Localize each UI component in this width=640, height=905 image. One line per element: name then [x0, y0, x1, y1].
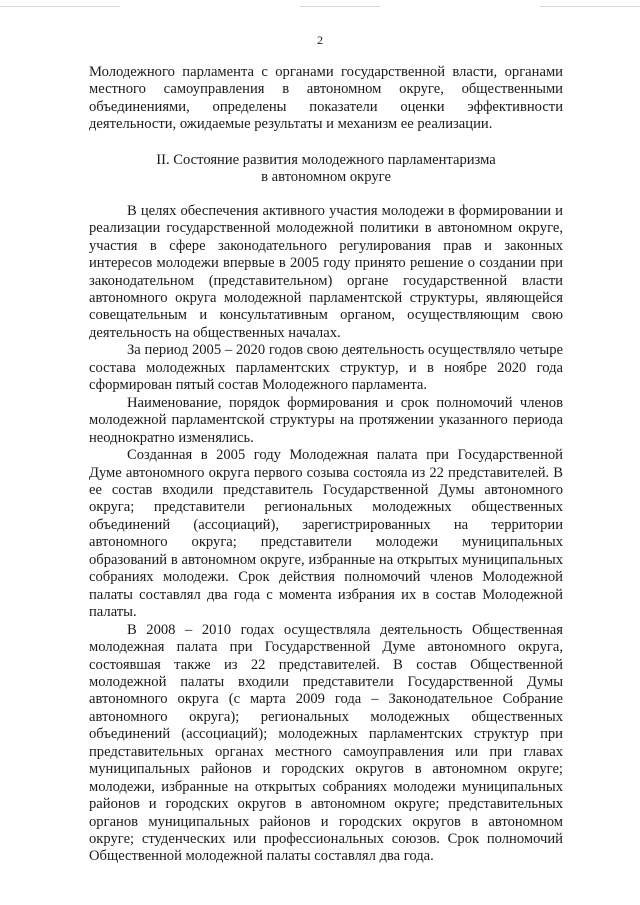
section-heading [89, 152, 563, 187]
scan-edge-mark-right [540, 6, 640, 7]
paragraph-3: Наименование, порядок формирования и срок полномочий членов молодежной парламентской структуры на протяжении указанного периода неоднократно изменялись. [89, 394, 563, 446]
section-title-line-2: в автономном округе [261, 169, 391, 186]
paragraph-2: За период 2005 – 2020 годов свою деятельность осуществляло четыре состава молодежных парламентских структур, и в ноябре 2020 года сформирован пятый состав Молодежного парламента. [89, 342, 563, 394]
page-number: 2 [317, 33, 323, 47]
paragraph-4: Созданная в 2005 году Молодежная палата при Государственной Думе автономного округа первого созыва состояла из 22 представителей. В ее состав входили представитель Государственной Думы автономного округа; представители региональных молодежных общественных объединений (ассоциаций), зарегистрированных на территории автономного округа; представители молодежи муниципальных образований в автономном округе, избранные на открытых муниципальных собраниях молодежи. Срок действия полномочий членов Молодежной палаты составлял два года с момента избрания их в состав Молодежной палаты. [89, 447, 563, 621]
paragraph-5: В 2008 – 2010 годах осуществляла деятельность Общественная молодежная палата при Государственной Думе автономного округа, состоявшая также из 22 представителей. В состав Общественной молодежной палаты входили представители Государственной Думы автономного округа (с марта 2009 года – Законодательное Собрание автономного округа); региональных молодежных общественных объединений (ассоциаций); молодежных парламентских структур при представительных органах местного самоуправления или при главах муниципальных районов и городских округов в автономном округе; молодежи, избранные на открытых собраниях молодежи муниципальных районов и городских округов в автономном округе; представительных органов муниципальных районов и городских округов в автономном округе; студенческих или профессиональных союзов. Срок полномочий Общественной молодежной палаты составлял два года. [89, 621, 563, 865]
section-title-line-1: II. Состояние развития молодежного парламентаризма [156, 151, 496, 168]
paragraph-1: В целях обеспечения активного участия молодежи в формировании и реализации государственной молодежной политики в автономном округе, участия в сфере законодательного регулирования прав и законных интересов молодежи впервые в 2005 году принято решение о создании при законодательном (представительном) органе государственной власти автономного округа молодежной парламентской структуры, являющейся совещательным и консультативным органом, осуществляющим свою деятельность на общественных началах. [89, 202, 563, 341]
scan-edge-mark-center [300, 6, 380, 7]
scan-edge-mark-left [0, 6, 120, 7]
document-body [89, 64, 563, 866]
intro-paragraph: Молодежного парламента с органами государственной власти, органами местного самоуправления в автономном округе, общественными объединениями, определены показатели оценки эффективности деятельности, ожидаемые результаты и механизм ее реализации. [89, 64, 563, 133]
